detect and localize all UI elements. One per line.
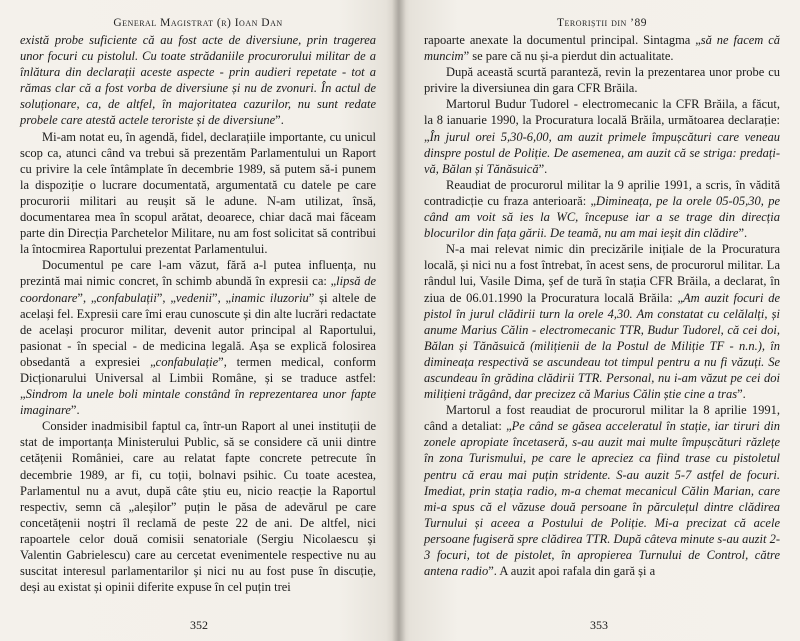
text-run: ” se pare că nu și-a pierdut din actualitate. (463, 49, 674, 64)
paragraph (20, 32, 376, 129)
text-run: ”. (538, 161, 548, 176)
page-number-right: 353 (590, 618, 608, 632)
paragraph (424, 96, 780, 176)
text-run: ”, termen medical, conform Dicționarului Universal al Limbii Române, și se traduce astfel: „ (20, 354, 376, 402)
right-page (398, 0, 800, 641)
text-run: ”. (738, 226, 748, 241)
text-run: ”. A auzit apoi rafala din gară și a (488, 564, 656, 579)
quoted-text: să ne facem că muncim (424, 33, 780, 64)
running-head-right: Teroriștii din ’89 (557, 17, 647, 29)
text-run: ”, „ (156, 290, 176, 305)
text-run: rapoarte anexate la documentul principal. Sintagma „ (424, 33, 701, 47)
paragraph (424, 241, 780, 402)
page-number-left: 352 (190, 618, 208, 632)
quoted-text: confabulații (96, 290, 157, 305)
quoted-text: Pe când se găsea acceleratul în stație, iar tiruri din zonele apropiate încetaseră, s-au auzit mai multe împușcături răzlețe în zona Turismului, pe care le apreciez ca fiind trase cu pistoletul pentru că erau mai puțin stridente. S-au auzit 5-7 astfel de focuri. Imediat, prin stația radio, m-a chemat mecanicul Călin Marian, care mi-a spus că el văzuse două persoane în părculețul dintre clădirea Turnului și aceea a Postului de Poliție. Mi-a precizat că acele persoane fugiseră spre clădirea TTR. După câteva minute s-au auzit 2-3 focuri, tot de pistolet, în apropierea Turnului de Control, către antena radio (424, 419, 780, 579)
text-run: După această scurtă paranteză, revin la prezentarea unor probe cu privire la diversiunea din gara CFR Brăila. (424, 65, 780, 96)
text-run: ”. (275, 113, 284, 128)
paragraph (20, 418, 376, 595)
paragraph (424, 64, 780, 96)
paragraph (424, 177, 780, 241)
right-page-body (424, 32, 780, 579)
text-run: Documentul pe care l-am văzut, fără a-l putea influența, nu prezintă mai nimic concret, în schimb abundă în expresii ca: „ (20, 258, 376, 289)
quoted-text: Sindrom la unele boli mintale constând în reprezentarea unor fapte imaginare (20, 387, 376, 418)
quoted-text: inamic iluzoriu (231, 290, 309, 305)
paragraph (20, 257, 376, 418)
paragraph (424, 402, 780, 579)
paragraph (424, 32, 780, 64)
quoted-text: Am auzit focuri de pistol în jurul clădirii turn la orele 4,30. Am constatat cu celălalți, și anume Marius Călin - electromecanic TTR, Budur Tudorel, că cei doi, Bălan și Tănăsuică (milițienii de la Postul de Miliție TF - n.n.), în dimineața respectivă se ascundeau tot timpul pentru a nu fi văzuți. Se ascundeau în grădina clădirii TTR. Personal, nu i-am văzut pe cei doi milițieni trăgând, dar precizez că Marius Călin știe cine a tras (424, 290, 780, 402)
left-page (0, 0, 398, 641)
left-page-body (20, 32, 376, 595)
paragraph (20, 129, 376, 258)
text-run: ”, „ (212, 290, 232, 305)
text-run: Mi-am notat eu, în agendă, fidel, declarațiile importante, cu unicul scop ca, atunci când va trebui să prezentăm Parlamentului un Raport cu privire la cele întâmplate în decembrie 1989, să putem să-i punem la dispoziție o lucrare documentată, argumentată cu datele pe care procurorii militari au reușit să le adune. N-am utilizat, însă, documentarea mea în scopul arătat, deoarece, chiar dacă mai făceam parte din Direcția Parchetelor Militare, nu am fost solicitat să contribui la întocmirea Raportului prezentat Parlamentului. (20, 129, 376, 257)
quoted-text: Dimineața, pe la orele 05-05,30, pe când am voit să ies la WC, începuse iar a se trage din direcția blocurilor din fața gării. De teamă, nu am mai ieșit din clădire (424, 193, 781, 241)
text-run: ”, „ (77, 290, 97, 305)
text-run: ”. (737, 387, 746, 402)
text-run: ” și altele de același fel. Expresii care îmi erau cunoscute și din alte lucrări redactate de același procuror militar, devenit autor principal al Raportului, pasionat - în special - de medicina legală. Așa se explică folosirea obsedantă a expresiei „ (20, 290, 376, 369)
text-run: ”. (70, 403, 80, 418)
running-head-left: General Magistrat (r) Ioan Dan (113, 17, 283, 29)
quoted-text: vedenii (175, 290, 213, 305)
quoted-text: lipsă de coordonare (20, 274, 376, 305)
text-run: Reaudiat de procurorul militar la 9 aprilie 1991, a scris, în vădită contradicție cu fraza anterioară: „ (424, 177, 780, 208)
text-run: Martorul a fost reaudiat de procurorul militar la 8 aprilie 1991, când a detaliat: „ (424, 403, 780, 434)
text-run: Martorul Budur Tudorel - electromecanic la CFR Brăila, a făcut, la 8 ianuarie 1990, la Procuratura locală Brăila, următoarea declarație: „ (424, 97, 780, 144)
quoted-text: există probe suficiente că au fost acte de diversiune, prin tragerea unor focuri cu pistolul. Cu toate strădaniile procurorului militar de a înlătura din declarații aceste aspecte - prin audieri repetate - tot a rămas clar că a fost vorba de diversiune și nu de zvonuri. În actul de soluționare, ca, de altfel, în majoritatea cazurilor, nu sunt redate probele care atestă actele teroriste și de diversiune (20, 33, 376, 128)
quoted-text: confabulație (155, 354, 219, 369)
text-run: Consider inadmisibil faptul ca, într-un Raport al unei instituții de stat de importanța Ministerului Public, să se considere că unii dintre cetățenii României, care au relatat fapte concrete petrecute în decembrie 1989, ar fi, cu toții, bolnavi psihic. Cu toate acestea, Parlamentul nu a avut, după câte știu eu, nicio reacție la Raportul respectiv, semn că „aleșilor” puțin le păsa de adevărul pe care concetățenii noștri îl reclamă de peste 22 de ani. De altfel, nici rapoartele celor două comisii senatoriale (Sergiu Nicolaescu și Valentin Gabrielescu) care au cercetat evenimentele respective nu au suscitat interesul parlamentarilor și nici nu au fost puse în discuție, deși au existat și opinii diferite expuse în cel puțin trei (20, 419, 376, 595)
book-gutter (392, 0, 406, 641)
quoted-text: În jurul orei 5,30-6,00, am auzit primele împușcături care veneau dinspre postul de Poliție. De asemenea, am auzit că se striga: predați-vă, Bălan și Tănăsuică (424, 129, 780, 176)
text-run: N-a mai relevat nimic din precizările inițiale de la Procuratura locală, și nici nu a fost întrebat, în acest sens, de procurorul militar. La rândul lui, Vasile Dima, șef de tură în stația CFR Brăila, a declarat, în ziua de 06.01.1990 la Procuratura locală Brăila: „ (424, 242, 780, 305)
